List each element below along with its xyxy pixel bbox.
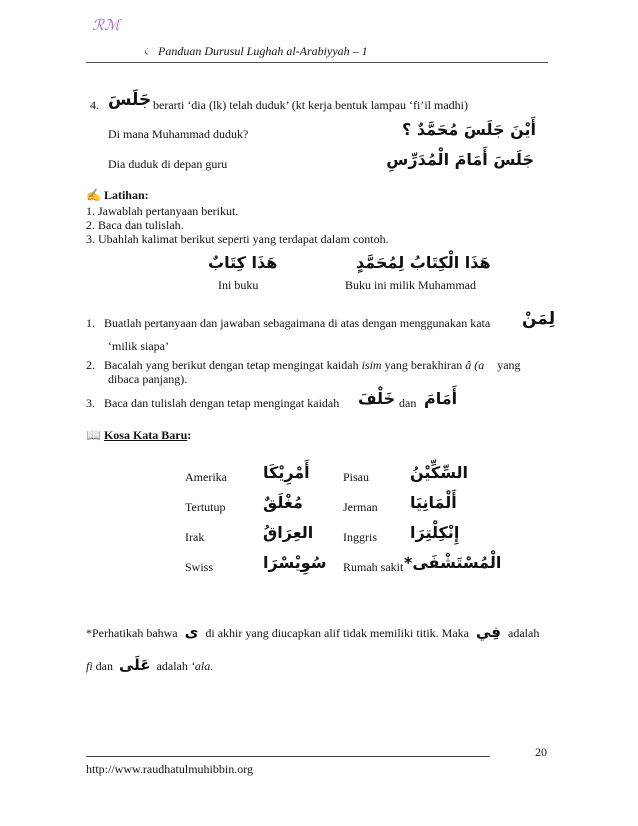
task-2-italic2: â (a (465, 358, 485, 372)
kosa-kata-colon: : (187, 428, 192, 442)
footer-url[interactable]: http://www.raudhatulmuhibbin.org (86, 762, 253, 776)
vocab-arabic: مُغْلَقٌ (263, 493, 303, 512)
book-icon: 📖 (86, 428, 101, 442)
item4-text: berarti ‘dia (lk) telah duduk’ (kt kerja bentuk lampau ‘fi’il madhi) (153, 98, 468, 112)
latihan-heading (86, 188, 149, 203)
page-number: 20 (535, 745, 547, 759)
example-right-arabic: هَذَا الْكِتَابُ لِمُحَمَّدٍ (356, 253, 491, 272)
vocab-arabic: السِّكِّيْنُ (410, 463, 469, 482)
pencil-icon: ✍ (86, 188, 101, 202)
latihan-item-2: 2. Baca dan tulislah. (86, 218, 184, 232)
example-left-arabic: هَذَا كِتَابٌ (208, 253, 278, 272)
task-3-dan: dan (399, 396, 417, 410)
task-2-italic1: isim (361, 358, 382, 372)
example-right-latin: Buku ini milik Muhammad (345, 278, 476, 292)
latihan-title: Latihan: (103, 188, 149, 202)
example-latin-2: Dia duduk di depan guru (108, 157, 228, 171)
vocab-latin: Rumah sakit (343, 560, 404, 574)
example-left-latin: Ini buku (218, 278, 259, 292)
task-2-text1: Bacalah yang berikut dengan tetap mengingat kaidah (104, 358, 359, 372)
task-1-number: 1. (86, 316, 95, 330)
task-3-arabic1: خَلْفَ (358, 389, 396, 408)
header-rule (86, 62, 548, 63)
task-2-cont: dibaca panjang). (108, 372, 188, 386)
vocab-latin: Swiss (185, 560, 214, 574)
task-2-text2: yang berakhiran (384, 358, 463, 372)
task-1-text: Buatlah pertanyaan dan jawaban sebagaimana di atas dengan menggunakan kata (104, 316, 491, 330)
page-header-title: Panduan Durusul Lughah al-Arabiyyah – 1 (158, 44, 368, 58)
task-1-cont: ‘milik siapa’ (108, 339, 169, 353)
task-2 (86, 358, 521, 373)
example-latin-1: Di mana Muhammad duduk? (108, 127, 249, 141)
vocab-arabic: الْمُسْتَشْفَى* (404, 553, 502, 572)
vocab-latin: Irak (185, 530, 205, 544)
task-1 (86, 316, 490, 331)
note-text: adalah (508, 626, 540, 640)
vocab-arabic: إِنْكِلْتِرَا (410, 523, 460, 542)
vocab-latin: Tertutup (185, 500, 226, 514)
example-arabic-1: أَيْنَ جَلَسَ مُحَمَّدٌ ؟ (402, 120, 536, 139)
svg-text:مكتبة رياض المحبين (144, 42, 148, 55)
note-italic: ‘ala. (190, 659, 214, 673)
note-text: adalah (156, 659, 188, 673)
task-3-number: 3. (86, 396, 95, 410)
footer-rule (86, 756, 490, 757)
vocab-arabic: أَمْرِيْكَا (263, 463, 310, 482)
note-text: dan (95, 659, 113, 673)
latihan-item-3: 3. Ubahlah kalimat berikut seperti yang terdapat dalam contoh. (86, 232, 389, 246)
vocab-arabic: أَلْمَانِيَا (410, 493, 457, 512)
logo (86, 14, 148, 58)
example-arabic-2: جَلَسَ أَمَامَ الْمُدَرِّسِ (386, 150, 534, 169)
kosa-kata-title: Kosa Kata Baru (103, 428, 188, 442)
note-arabic: فِي (476, 623, 501, 641)
note-italic: fi (86, 659, 93, 673)
task-3 (86, 396, 339, 411)
vocab-arabic: سُوِيْسْرَا (263, 553, 327, 572)
vocab-latin: Inggris (343, 530, 377, 544)
task-2-number: 2. (86, 358, 95, 372)
vocab-latin: Jerman (343, 500, 378, 514)
latihan-item-1: 1. Jawablah pertanyaan berikut. (86, 204, 239, 218)
svg-text:ℛℳ: ℛℳ (92, 16, 121, 34)
task-3-text: Baca dan tulislah dengan tetap mengingat kaidah (104, 396, 340, 410)
item4-number: 4. (90, 98, 99, 112)
vocab-latin: Amerika (185, 470, 227, 484)
kosa-kata-heading (86, 428, 191, 443)
task-3-arabic2: أَمَامَ (424, 389, 458, 408)
note-text: di akhir yang diucapkan alif tidak memiliki titik. Maka (205, 626, 469, 640)
vocab-arabic: العِرَاقُ (263, 523, 314, 542)
item4-arabic-word: جَلَسَ (108, 90, 152, 110)
task-2-text3: yang (497, 358, 521, 372)
note-line-1 (86, 623, 539, 641)
vocab-latin: Pisau (343, 470, 370, 484)
task-1-arabic: لِمَنْ (522, 309, 556, 329)
note-arabic: عَلَى (119, 656, 151, 674)
note-arabic: ى (184, 623, 199, 641)
note-line-2 (86, 656, 213, 674)
note-text: *Perhatikah bahwa (86, 626, 178, 640)
